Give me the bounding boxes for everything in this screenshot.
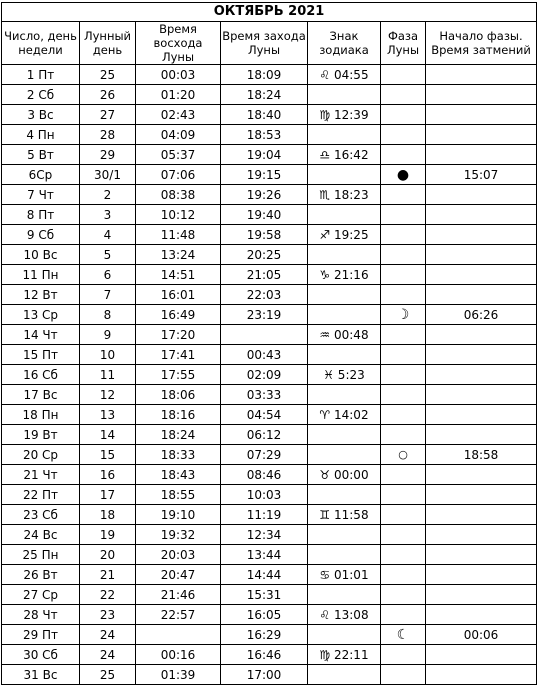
lunar-day-cell: 17: [80, 485, 136, 505]
zodiac-cell: ♐ 19:25: [308, 225, 381, 245]
phase-time-cell: 06:26: [426, 305, 537, 325]
moonrise-cell: 04:09: [136, 125, 221, 145]
zodiac-cell: ♈ 14:02: [308, 405, 381, 425]
phase-time-cell: [426, 125, 537, 145]
lunar-day-cell: 16: [80, 465, 136, 485]
table-row: [2, 285, 537, 305]
date-cell: 9 Сб: [2, 225, 80, 245]
lunar-day-cell: 24: [80, 645, 136, 665]
table-row: [2, 485, 537, 505]
moon-phase-icon: [381, 205, 426, 225]
phase-time-cell: [426, 205, 537, 225]
phase-time-cell: [426, 485, 537, 505]
zodiac-cell: ♒ 00:48: [308, 325, 381, 345]
table-row: [2, 525, 537, 545]
date-cell: 22 Пт: [2, 485, 80, 505]
moon-phase-icon: [381, 665, 426, 685]
date-cell: 5 Вт: [2, 145, 80, 165]
moonset-cell: 19:04: [221, 145, 308, 165]
table-row: [2, 145, 537, 165]
table-row: [2, 205, 537, 225]
zodiac-cell: [308, 125, 381, 145]
header-phase-start: Начало фазы. Время затмений: [426, 22, 537, 65]
lunar-day-cell: 21: [80, 565, 136, 585]
phase-time-cell: [426, 85, 537, 105]
lunar-day-cell: 14: [80, 425, 136, 445]
moonrise-cell: 20:47: [136, 565, 221, 585]
moonrise-cell: 14:51: [136, 265, 221, 285]
moon-phase-icon: [381, 125, 426, 145]
date-cell: 14 Чт: [2, 325, 80, 345]
phase-time-cell: [426, 185, 537, 205]
lunar-day-cell: 15: [80, 445, 136, 465]
moonset-cell: 02:09: [221, 365, 308, 385]
moonset-cell: 19:26: [221, 185, 308, 205]
date-cell: 21 Чт: [2, 465, 80, 485]
moonrise-cell: 18:43: [136, 465, 221, 485]
moon-phase-icon: [381, 245, 426, 265]
table-row: [2, 625, 537, 645]
table-row: [2, 645, 537, 665]
date-cell: 29 Пт: [2, 625, 80, 645]
moon-phase-icon: [381, 285, 426, 305]
moonrise-cell: [136, 625, 221, 645]
date-cell: 12 Вт: [2, 285, 80, 305]
lunar-day-cell: 6: [80, 265, 136, 285]
moonset-cell: 18:40: [221, 105, 308, 125]
table-row: [2, 105, 537, 125]
phase-time-cell: 00:06: [426, 625, 537, 645]
zodiac-cell: [308, 665, 381, 685]
moonset-cell: 07:29: [221, 445, 308, 465]
moon-phase-icon: [381, 465, 426, 485]
moonrise-cell: 00:16: [136, 645, 221, 665]
moonrise-cell: 17:41: [136, 345, 221, 365]
moon-phase-icon: [381, 405, 426, 425]
moonset-cell: 19:15: [221, 165, 308, 185]
phase-time-cell: [426, 545, 537, 565]
table-row: [2, 305, 537, 325]
moonset-cell: 23:19: [221, 305, 308, 325]
zodiac-cell: ♓ 5:23: [308, 365, 381, 385]
table-row: [2, 365, 537, 385]
date-cell: 1 Пт: [2, 65, 80, 85]
zodiac-cell: ♑ 21:16: [308, 265, 381, 285]
zodiac-cell: [308, 525, 381, 545]
moonset-cell: 20:25: [221, 245, 308, 265]
moonset-cell: 19:40: [221, 205, 308, 225]
date-cell: 17 Вс: [2, 385, 80, 405]
phase-time-cell: [426, 565, 537, 585]
zodiac-cell: [308, 545, 381, 565]
moonset-cell: 06:12: [221, 425, 308, 445]
moonrise-cell: 18:55: [136, 485, 221, 505]
date-cell: 15 Пт: [2, 345, 80, 365]
table-row: [2, 345, 537, 365]
moon-phase-icon: [381, 545, 426, 565]
date-cell: 6Ср: [2, 165, 80, 185]
date-cell: 11 Пн: [2, 265, 80, 285]
table-row: [2, 325, 537, 345]
moon-phase-icon: [381, 105, 426, 125]
phase-time-cell: [426, 465, 537, 485]
moonset-cell: 11:19: [221, 505, 308, 525]
phase-time-cell: [426, 145, 537, 165]
date-cell: 13 Ср: [2, 305, 80, 325]
moon-phase-icon: ○: [381, 445, 426, 465]
phase-time-cell: 15:07: [426, 165, 537, 185]
phase-time-cell: [426, 65, 537, 85]
moonset-cell: 03:33: [221, 385, 308, 405]
moonrise-cell: 22:57: [136, 605, 221, 625]
phase-time-cell: [426, 105, 537, 125]
date-cell: 27 Ср: [2, 585, 80, 605]
header-lunar-day: Лунный день: [80, 22, 136, 65]
moonrise-cell: 18:16: [136, 405, 221, 425]
table-row: [2, 585, 537, 605]
moonrise-cell: 11:48: [136, 225, 221, 245]
moon-phase-icon: [381, 645, 426, 665]
moonset-cell: 18:09: [221, 65, 308, 85]
zodiac-cell: [308, 445, 381, 465]
moonset-cell: 04:54: [221, 405, 308, 425]
header-moonset: Время захода Луны: [221, 22, 308, 65]
date-cell: 8 Пт: [2, 205, 80, 225]
date-cell: 7 Чт: [2, 185, 80, 205]
phase-time-cell: [426, 405, 537, 425]
moonrise-cell: 20:03: [136, 545, 221, 565]
phase-time-cell: [426, 665, 537, 685]
moon-phase-icon: [381, 605, 426, 625]
table-row: [2, 185, 537, 205]
moonset-cell: 08:46: [221, 465, 308, 485]
zodiac-cell: [308, 625, 381, 645]
zodiac-cell: [308, 425, 381, 445]
phase-time-cell: [426, 325, 537, 345]
moonset-cell: 17:00: [221, 665, 308, 685]
moon-phase-icon: [381, 265, 426, 285]
table-row: [2, 425, 537, 445]
moon-phase-icon: [381, 385, 426, 405]
phase-time-cell: [426, 605, 537, 625]
moonrise-cell: 01:39: [136, 665, 221, 685]
date-cell: 30 Сб: [2, 645, 80, 665]
lunar-calendar-table: [1, 2, 537, 685]
date-cell: 26 Вт: [2, 565, 80, 585]
lunar-day-cell: 26: [80, 85, 136, 105]
table-row: [2, 405, 537, 425]
table-row: [2, 385, 537, 405]
date-cell: 3 Вс: [2, 105, 80, 125]
zodiac-cell: [308, 585, 381, 605]
phase-time-cell: [426, 365, 537, 385]
date-cell: 16 Сб: [2, 365, 80, 385]
moonset-cell: 12:34: [221, 525, 308, 545]
moonrise-cell: 05:37: [136, 145, 221, 165]
zodiac-cell: ♌ 04:55: [308, 65, 381, 85]
moonset-cell: 18:53: [221, 125, 308, 145]
lunar-day-cell: 3: [80, 205, 136, 225]
lunar-calendar: [1, 2, 536, 685]
zodiac-cell: ♍ 12:39: [308, 105, 381, 125]
phase-time-cell: [426, 585, 537, 605]
moon-phase-icon: [381, 225, 426, 245]
table-row: [2, 265, 537, 285]
table-row: [2, 605, 537, 625]
date-cell: 31 Вс: [2, 665, 80, 685]
moonrise-cell: 02:43: [136, 105, 221, 125]
lunar-day-cell: 9: [80, 325, 136, 345]
header-moonrise: Время восхода Луны: [136, 22, 221, 65]
moon-phase-icon: [381, 85, 426, 105]
moonset-cell: 16:05: [221, 605, 308, 625]
moon-phase-icon: [381, 565, 426, 585]
lunar-day-cell: 25: [80, 65, 136, 85]
moon-phase-icon: [381, 505, 426, 525]
moon-phase-icon: [381, 485, 426, 505]
zodiac-cell: ♋ 01:01: [308, 565, 381, 585]
table-row: [2, 225, 537, 245]
phase-time-cell: [426, 245, 537, 265]
moon-phase-icon: [381, 525, 426, 545]
phase-time-cell: [426, 525, 537, 545]
zodiac-cell: ♍ 22:11: [308, 645, 381, 665]
zodiac-cell: [308, 305, 381, 325]
moonrise-cell: 17:20: [136, 325, 221, 345]
moonrise-cell: 16:01: [136, 285, 221, 305]
lunar-day-cell: 10: [80, 345, 136, 365]
zodiac-cell: [308, 245, 381, 265]
zodiac-cell: ♎ 16:42: [308, 145, 381, 165]
calendar-title: ОКТЯБРЬ 2021: [2, 3, 537, 22]
title-row: [2, 3, 537, 22]
moonrise-cell: 18:33: [136, 445, 221, 465]
date-cell: 2 Сб: [2, 85, 80, 105]
lunar-day-cell: 11: [80, 365, 136, 385]
phase-time-cell: [426, 425, 537, 445]
phase-time-cell: [426, 505, 537, 525]
lunar-day-cell: 23: [80, 605, 136, 625]
phase-time-cell: [426, 645, 537, 665]
date-cell: 18 Пн: [2, 405, 80, 425]
lunar-day-cell: 8: [80, 305, 136, 325]
table-row: [2, 85, 537, 105]
moonrise-cell: 19:10: [136, 505, 221, 525]
lunar-day-cell: 22: [80, 585, 136, 605]
lunar-day-cell: 25: [80, 665, 136, 685]
lunar-day-cell: 4: [80, 225, 136, 245]
moonset-cell: 16:29: [221, 625, 308, 645]
moon-phase-icon: ●: [381, 165, 426, 185]
phase-time-cell: [426, 385, 537, 405]
zodiac-cell: [308, 385, 381, 405]
moonset-cell: [221, 325, 308, 345]
moonset-cell: 10:03: [221, 485, 308, 505]
zodiac-cell: [308, 345, 381, 365]
lunar-day-cell: 19: [80, 525, 136, 545]
moonset-cell: 19:58: [221, 225, 308, 245]
table-row: [2, 465, 537, 485]
phase-time-cell: [426, 285, 537, 305]
header-zodiac: Знак зодиака: [308, 22, 381, 65]
moonset-cell: 21:05: [221, 265, 308, 285]
moonrise-cell: 21:46: [136, 585, 221, 605]
moonset-cell: 22:03: [221, 285, 308, 305]
moonrise-cell: 01:20: [136, 85, 221, 105]
table-row: [2, 505, 537, 525]
moonrise-cell: 18:24: [136, 425, 221, 445]
moonrise-cell: 18:06: [136, 385, 221, 405]
moonset-cell: 13:44: [221, 545, 308, 565]
lunar-day-cell: 12: [80, 385, 136, 405]
date-cell: 28 Чт: [2, 605, 80, 625]
date-cell: 23 Сб: [2, 505, 80, 525]
moon-phase-icon: [381, 585, 426, 605]
table-row: [2, 125, 537, 145]
moonrise-cell: 16:49: [136, 305, 221, 325]
lunar-day-cell: 27: [80, 105, 136, 125]
calendar-rows: [2, 65, 537, 685]
moonrise-cell: 17:55: [136, 365, 221, 385]
moon-phase-icon: [381, 365, 426, 385]
date-cell: 19 Вт: [2, 425, 80, 445]
lunar-day-cell: 13: [80, 405, 136, 425]
moonset-cell: 16:46: [221, 645, 308, 665]
lunar-day-cell: 24: [80, 625, 136, 645]
zodiac-cell: [308, 165, 381, 185]
moon-phase-icon: [381, 185, 426, 205]
lunar-day-cell: 30/1: [80, 165, 136, 185]
lunar-day-cell: 7: [80, 285, 136, 305]
zodiac-cell: [308, 205, 381, 225]
date-cell: 25 Пн: [2, 545, 80, 565]
table-row: [2, 65, 537, 85]
phase-time-cell: 18:58: [426, 445, 537, 465]
lunar-day-cell: 5: [80, 245, 136, 265]
moon-phase-icon: [381, 345, 426, 365]
table-row: [2, 165, 537, 185]
moonrise-cell: 00:03: [136, 65, 221, 85]
zodiac-cell: [308, 85, 381, 105]
moonset-cell: 14:44: [221, 565, 308, 585]
header-date: Число, день недели: [2, 22, 80, 65]
phase-time-cell: [426, 345, 537, 365]
zodiac-cell: ♌ 13:08: [308, 605, 381, 625]
lunar-day-cell: 18: [80, 505, 136, 525]
moon-phase-icon: [381, 145, 426, 165]
date-cell: 10 Вс: [2, 245, 80, 265]
moon-phase-icon: [381, 65, 426, 85]
date-cell: 24 Вс: [2, 525, 80, 545]
phase-time-cell: [426, 265, 537, 285]
moonset-cell: 15:31: [221, 585, 308, 605]
moonrise-cell: 13:24: [136, 245, 221, 265]
moonset-cell: 00:43: [221, 345, 308, 365]
date-cell: 20 Ср: [2, 445, 80, 465]
zodiac-cell: ♏ 18:23: [308, 185, 381, 205]
moon-phase-icon: [381, 325, 426, 345]
moon-phase-icon: ☾: [381, 625, 426, 645]
header-moon-phase: Фаза Луны: [381, 22, 426, 65]
table-row: [2, 665, 537, 685]
moon-phase-icon: [381, 425, 426, 445]
zodiac-cell: ♊ 11:58: [308, 505, 381, 525]
table-row: [2, 545, 537, 565]
zodiac-cell: [308, 485, 381, 505]
lunar-day-cell: 29: [80, 145, 136, 165]
lunar-day-cell: 28: [80, 125, 136, 145]
header-row: [2, 22, 537, 65]
zodiac-cell: ♉ 00:00: [308, 465, 381, 485]
lunar-day-cell: 20: [80, 545, 136, 565]
phase-time-cell: [426, 225, 537, 245]
moonrise-cell: 07:06: [136, 165, 221, 185]
table-row: [2, 245, 537, 265]
table-row: [2, 445, 537, 465]
table-row: [2, 565, 537, 585]
lunar-day-cell: 2: [80, 185, 136, 205]
moonrise-cell: 08:38: [136, 185, 221, 205]
moonset-cell: 18:24: [221, 85, 308, 105]
date-cell: 4 Пн: [2, 125, 80, 145]
moonrise-cell: 19:32: [136, 525, 221, 545]
moon-phase-icon: ☽: [381, 305, 426, 325]
zodiac-cell: [308, 285, 381, 305]
moonrise-cell: 10:12: [136, 205, 221, 225]
